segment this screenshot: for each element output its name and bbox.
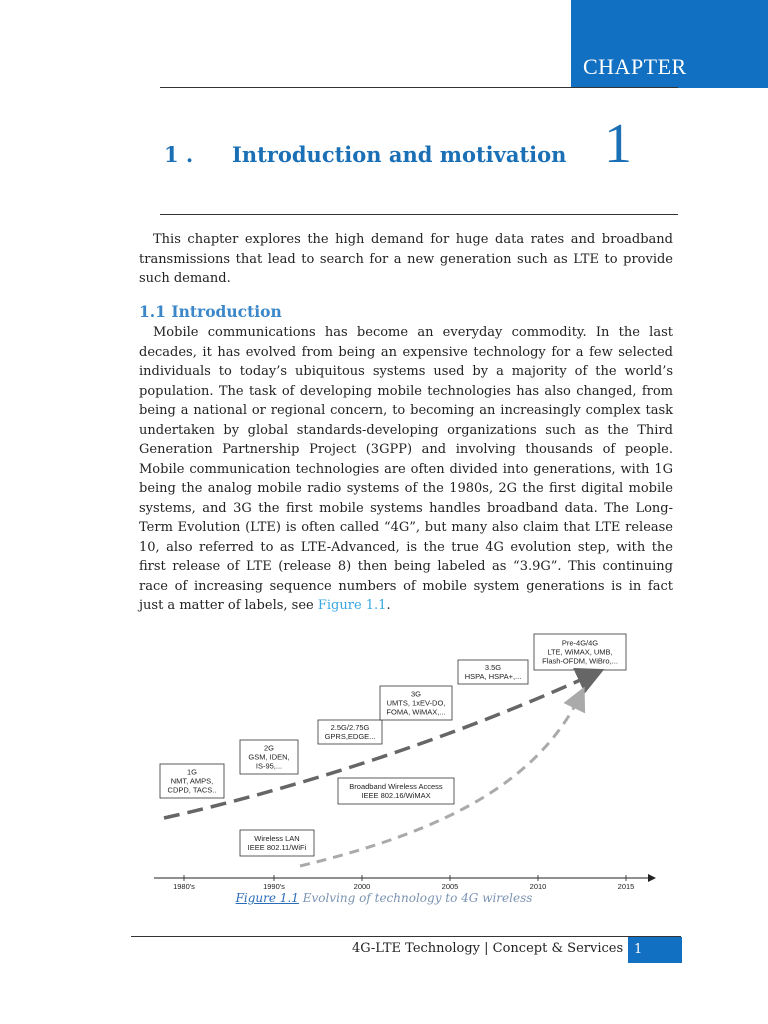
section-body (139, 323, 673, 616)
figure-box-label: NMT, AMPS, (170, 776, 214, 786)
figure-box-label: HSPA, HSPA+,... (464, 672, 522, 681)
title-rule (160, 214, 678, 215)
figure-box (318, 720, 382, 744)
chapter-number: 1 (604, 113, 632, 175)
chapter-title: Introduction and motivation (232, 142, 567, 167)
figure-box-label: 1G (186, 767, 198, 777)
figure-box (534, 634, 626, 670)
figure-box (240, 830, 314, 856)
figure-box-label: Broadband Wireless Access (349, 782, 443, 791)
figure-box-label: FOMA, WiMAX,... (386, 707, 446, 717)
caption-text: Evolving of technology to 4G wireless (298, 891, 533, 905)
timeline-label: 2010 (529, 882, 547, 891)
figure-box-label: 3.5G (484, 663, 502, 672)
figure-box-label: UMTS, 1xEV-DO, (386, 698, 446, 708)
chapter-label: CHAPTER (583, 54, 687, 79)
figure-box-label: 3G (410, 689, 422, 699)
timeline-label: 2005 (441, 882, 459, 891)
top-rule (160, 87, 678, 88)
figure-box-label: GPRS,EDGE... (324, 732, 376, 741)
figure-box-label: IS-95,... (255, 761, 283, 771)
timeline-label: 2000 (353, 882, 371, 891)
page-number-box (628, 937, 682, 963)
figure-reference-link[interactable]: Figure 1.1 (317, 598, 387, 613)
figure-box (240, 740, 298, 774)
figure-box (380, 686, 452, 720)
figure-box-label: Flash-OFDM, WiBro,... (542, 656, 618, 666)
figure-box (338, 778, 454, 804)
figure-box-label: Wireless LAN (254, 834, 300, 843)
timeline-label: 1990's (263, 882, 285, 891)
figure-box-label: IEEE 802.16/WiMAX (361, 791, 431, 800)
chapter-banner (571, 0, 768, 88)
figure-box-label: 2G (263, 743, 275, 753)
figure-box-label: GSM, IDEN, (248, 752, 290, 762)
figure-caption (0, 891, 768, 905)
footer-rule (131, 936, 681, 937)
footer-title: 4G-LTE Technology | Concept & Services (352, 941, 624, 956)
timeline-label: 2015 (617, 882, 635, 891)
caption-label[interactable]: Figure 1.1 (235, 891, 299, 905)
page-number: 1 (634, 942, 643, 957)
section-body-text: Mobile communications has become an everyday commodity. In the last decades, it has evolved from being an expensive technology for a few selected individuals to today’s ubiquitous systems used by a majority of the world’s population. The task of developing mobile technologies has also changed, from being a national or regional concern, to becoming an increasingly complex task undertaken by global standards-developing organizations such as the Third Generation Partnership Project (3GPP) and involving thousands of people. Mobile communication technologies are often divided into generations, with 1G being the analog mobile radio systems of the 1980s, 2G the first digital mobile systems, and 3G the first mobile systems handles broadband data. The Long-Term Evolution (LTE) is often called “4G”, but many also claim that LTE release 10, also referred to as LTE-Advanced, is the true 4G evolution step, with the first release of LTE (release 8) then being labeled as “3.9G”. This continuing race of increasing sequence numbers of mobile system generations is in fact just a matter of labels, see (139, 325, 673, 613)
figure-box-label: CDPD, TACS.. (167, 785, 217, 795)
figure-box-label: LTE, WiMAX, UMB, (547, 647, 613, 657)
section-heading: 1.1 Introduction (139, 302, 282, 321)
figure-box (160, 764, 224, 798)
figure-box-label: IEEE 802.11/WiFi (247, 843, 307, 852)
figure-box-label: 2.5G/2.75G (330, 723, 370, 732)
section-number: 1 . (164, 142, 194, 167)
technology-evolution-figure (150, 630, 670, 892)
figure-box (458, 660, 528, 684)
figure-box-label: Pre-4G/4G (561, 638, 599, 648)
timeline-label: 1980's (173, 882, 195, 891)
section-body-end: . (386, 598, 391, 613)
intro-paragraph: This chapter explores the high demand for huge data rates and broadband transmissions that lead to search for a new generation such as LTE to provide such demand. (139, 232, 673, 286)
